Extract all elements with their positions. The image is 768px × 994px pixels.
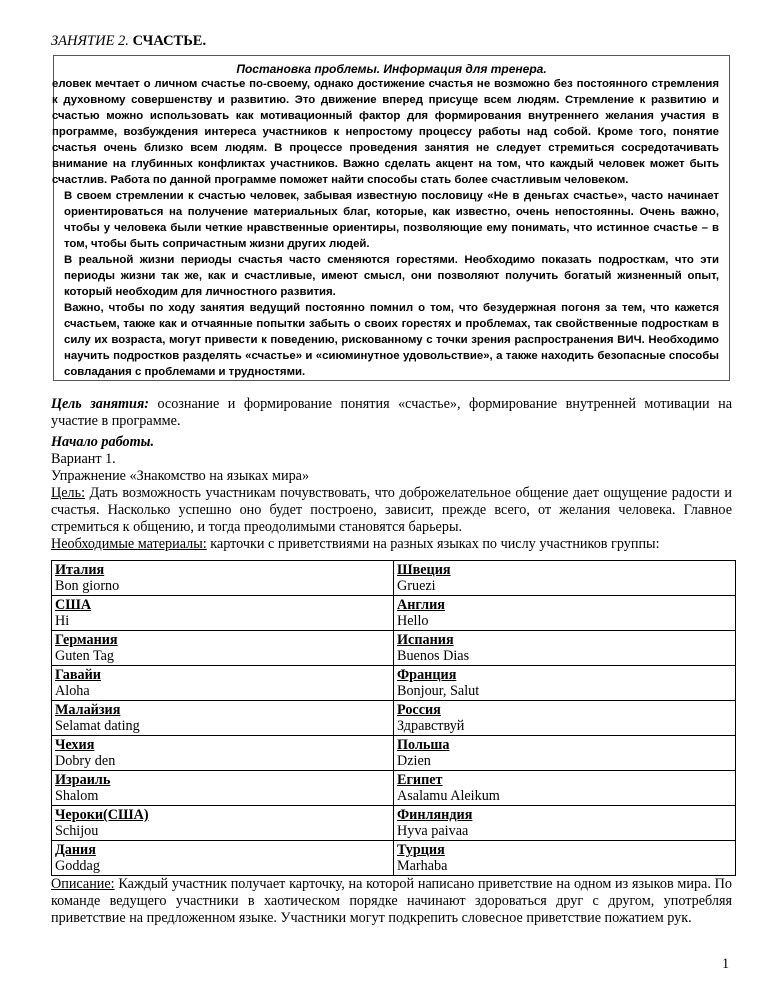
page-number: 1 — [722, 956, 730, 972]
greeting-text: Marhaba — [397, 858, 448, 874]
table-cell — [52, 806, 394, 841]
materials — [51, 536, 732, 553]
greeting-text: Hi — [55, 613, 70, 629]
country-name: Финляндия — [397, 807, 473, 823]
greeting-text: Gruezi — [397, 578, 436, 594]
table-cell — [394, 736, 736, 771]
greeting-text: Schijou — [55, 823, 99, 839]
country-name: Египет — [397, 772, 443, 788]
page-title — [51, 33, 206, 50]
country-name: Дания — [55, 842, 96, 858]
goal-text: осознание и формирование понятия «счастье», формирование внутренней мотивации на участие в программе. — [51, 396, 732, 429]
table-cell — [52, 701, 394, 736]
country-name: Турция — [397, 842, 445, 858]
greeting-text: Shalom — [55, 788, 99, 804]
table-row — [52, 631, 736, 666]
country-name: Россия — [397, 702, 441, 718]
greeting-text: Guten Tag — [55, 648, 115, 664]
greeting-text: Selamat dating — [55, 718, 140, 734]
goal-label: Цель занятия: — [51, 396, 149, 412]
exercise-title: Упражнение «Знакомство на языках мира» — [51, 468, 310, 484]
table-cell — [52, 596, 394, 631]
country-name: Италия — [55, 562, 105, 578]
exercise-aim — [51, 485, 732, 536]
table-cell — [52, 771, 394, 806]
greeting-text: Buenos Dias — [397, 648, 470, 664]
table-cell — [394, 666, 736, 701]
aim-label: Цель: — [51, 485, 86, 501]
greeting-text: Dzien — [397, 753, 431, 769]
greeting-text: Goddag — [55, 858, 100, 874]
table-cell — [394, 596, 736, 631]
trainer-paragraph: еловек мечтает о личном счастье по-своему, однако достижение счастья не возможно без постоянного стремления к духовному совершенству и развитию. Это движение вперед присуще всем людям. Стремление к развитию и счастью можно использовать как мотивационный фактор для формирования внутреннего желания участия в программе, возбуждения интереса участников к непростому процессу работы над собой. Кроме того, понятие счастья очень близко всем людям. В процессе проведения занятия не следует стремиться сосредотачивать внимание на глубинных конфликтах участников. Важно сделать акцент на том, что каждый человек может быть счастлив. Работа по данной программе поможет найти способы стать более счастливым человеком. — [52, 78, 719, 186]
country-name: Польша — [397, 737, 450, 753]
greeting-text: Здравствуй — [397, 718, 465, 734]
greeting-text: Bonjour, Salut — [397, 683, 480, 699]
country-name: Гавайи — [55, 667, 101, 683]
table-row — [52, 666, 736, 701]
start-heading: Начало работы. — [51, 434, 155, 450]
trainer-info-box — [53, 55, 730, 381]
country-name: Франция — [397, 667, 457, 683]
trainer-paragraph: Важно, чтобы по ходу занятия ведущий постоянно помнил о том, что безудержная погоня за тем, что кажется счастьем, также как и отчаянные попытки забыть о своих горестях и проблемах, так свойственные подросткам в силу их возраста, могут привести к поведению, рискованному с точки зрения распространения ВИЧ. Необходимо научить подростков разделять «счастье» и «сиюминутное удовольствие», а также находить безопасные способы совладания с проблемами и трудностями. — [64, 302, 719, 378]
country-name: США — [55, 597, 92, 613]
country-name: Англия — [397, 597, 445, 613]
table-cell — [394, 561, 736, 596]
materials-text: карточки с приветствиями на разных языках по числу участников группы: — [206, 536, 660, 552]
table-row — [52, 561, 736, 596]
trainer-paragraph: В реальной жизни периоды счастья часто сменяются горестями. Необходимо показать подросткам, что эти периоды жизни так же, как и счастливые, имеют смысл, они позволяют получить богатый жизненный опыт, который необходим для личностного развития. — [64, 254, 719, 298]
lesson-topic: СЧАСТЬЕ. — [132, 33, 207, 49]
country-name: Чехия — [55, 737, 95, 753]
table-cell — [394, 771, 736, 806]
greetings-table — [51, 560, 736, 876]
table-cell — [394, 631, 736, 666]
variant-label: Вариант 1. — [51, 451, 116, 467]
table-row — [52, 771, 736, 806]
country-name: Чероки(США) — [55, 807, 149, 823]
table-row — [52, 736, 736, 771]
lesson-goal — [51, 396, 732, 430]
table-cell — [52, 561, 394, 596]
table-cell — [52, 631, 394, 666]
table-cell — [394, 806, 736, 841]
country-name: Израиль — [55, 772, 111, 788]
greeting-text: Bon giorno — [55, 578, 120, 594]
trainer-paragraph: В своем стремлении к счастью человек, забывая известную пословицу «Не в деньгах счастье», часто начинает ориентироваться на получение материальных благ, которые, как известно, очень непостоянны. Очень важно, чтобы у человека были четкие нравственные ориентиры, позволяющие ему понимать, что истинное счастье – в том, чтобы быть сопричастным жизни других людей. — [64, 190, 719, 250]
table-cell — [394, 701, 736, 736]
trainer-box-body — [52, 76, 719, 380]
description-label: Описание: — [51, 876, 115, 892]
greeting-text: Dobry den — [55, 753, 116, 769]
country-name: Германия — [55, 632, 118, 648]
table-cell — [52, 841, 394, 876]
table-cell — [52, 666, 394, 701]
greeting-text: Hello — [397, 613, 429, 629]
table-cell — [52, 736, 394, 771]
description-text: Каждый участник получает карточку, на которой написано приветствие на одном из языков мира. По команде ведущего участники в хаотическом порядке начинают здороваться друг с другом, употребляя приветствие на предложенном языке. Участники могут подкрепить словесное приветствие пожатием рук. — [51, 876, 732, 926]
greeting-text: Aloha — [55, 683, 90, 699]
lesson-number: ЗАНЯТИЕ 2. — [51, 33, 129, 49]
exercise-description — [51, 876, 732, 927]
table-cell — [394, 841, 736, 876]
country-name: Испания — [397, 632, 454, 648]
country-name: Малайзия — [55, 702, 121, 718]
materials-label: Необходимые материалы: — [51, 536, 207, 552]
country-name: Швеция — [397, 562, 451, 578]
table-row — [52, 596, 736, 631]
table-row — [52, 841, 736, 876]
table-row — [52, 701, 736, 736]
aim-text: Дать возможность участникам почувствовать, что доброжелательное общение дает ощущение радости и счастья. Насколько успешно оно будет построено, зависит, прежде всего, от желания человека. Главное стремиться к общению, и тогда преодолимыми становятся барьеры. — [51, 485, 732, 535]
trainer-box-heading: Постановка проблемы. Информация для тренера. — [236, 62, 547, 76]
start-section — [51, 434, 732, 553]
table-row — [52, 806, 736, 841]
greeting-text: Hyva paivaa — [397, 823, 469, 839]
greeting-text: Asalamu Aleikum — [397, 788, 500, 804]
